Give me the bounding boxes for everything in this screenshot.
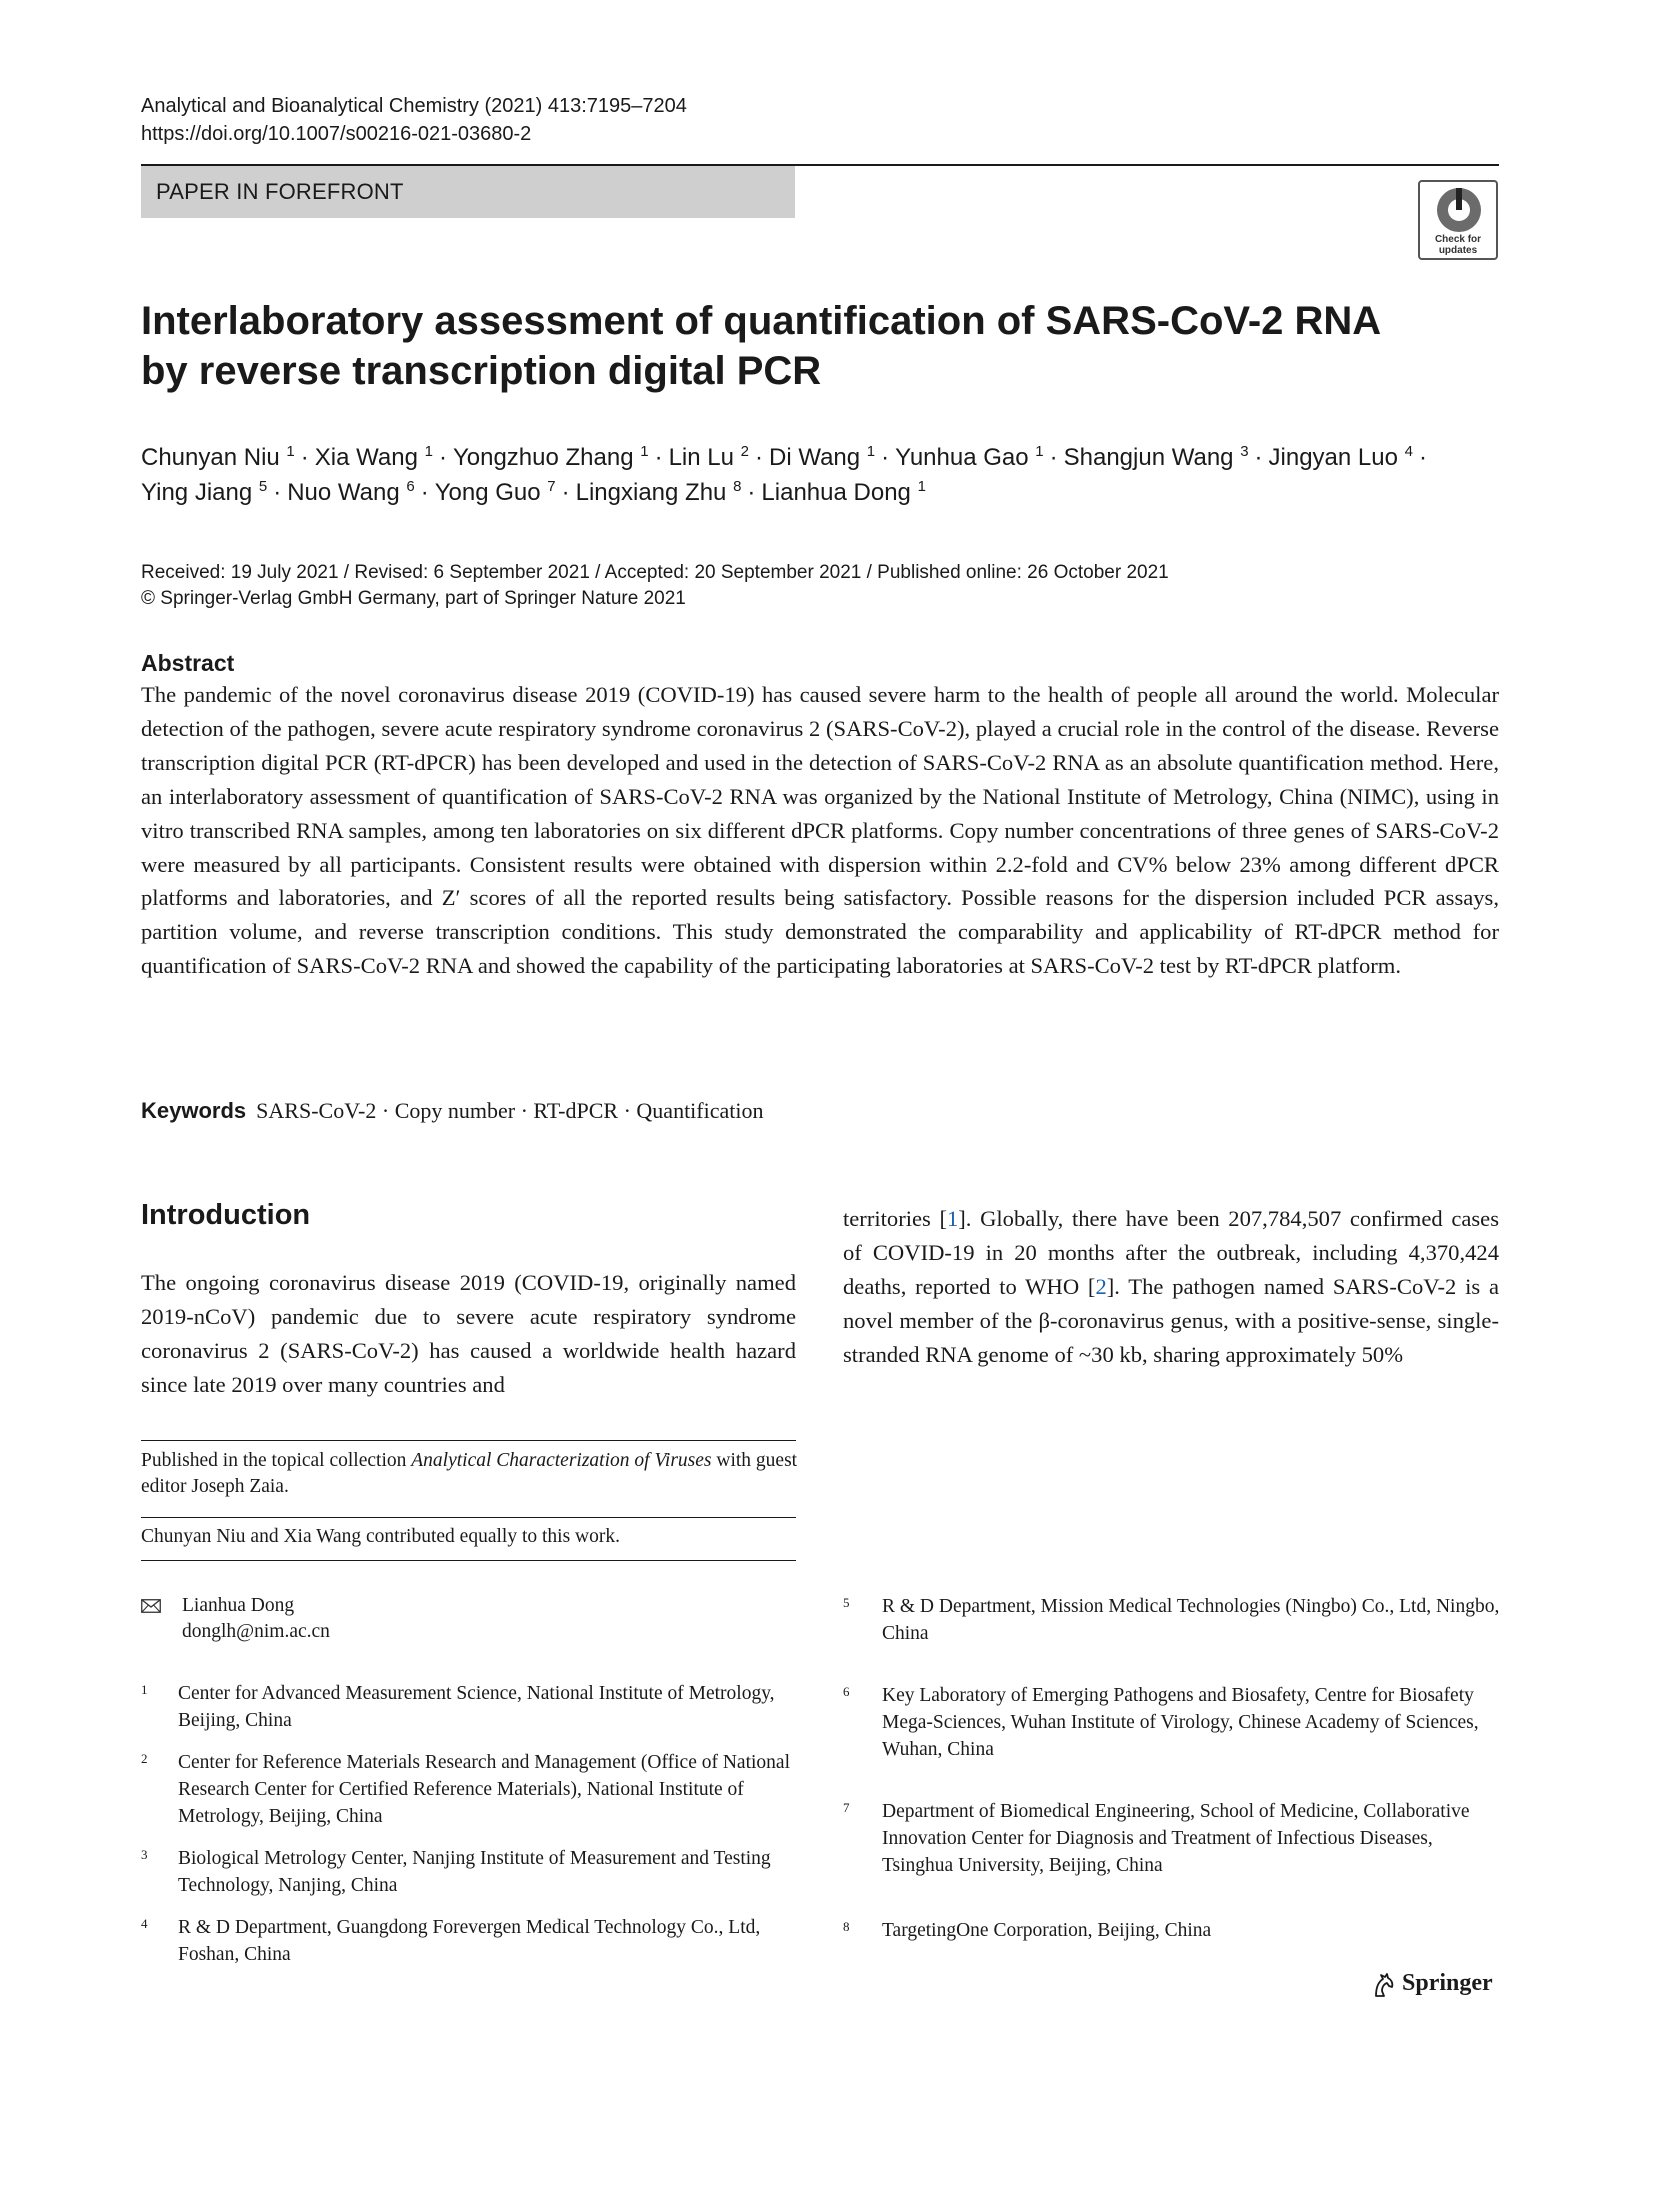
affiliation: 4 R & D Department, Guangdong Forevergen Medical Technology Co., Ltd, Foshan, China [141,1916,761,1965]
author[interactable]: Xia Wang $^1$ [314,443,433,471]
section-banner: PAPER IN FOREFRONT [141,166,795,218]
author[interactable]: Yongzhuo Zhang $^1$ [452,443,649,471]
affiliation: 7 Department of Biomedical Engineering, School of Medicine, Collaborative Innovation Center for Diagnosis and Treatment of Infectious Diseases, Tsinghua University, Beijing, China [843,1800,1470,1876]
journal-citation: Analytical and Bioanalytical Chemistry (2021) 413:7195–7204 [141,95,687,117]
author[interactable]: Ying Jiang $^5$ [141,478,268,506]
affiliation: 8 TargetingOne Corporation, Beijing, China [843,1919,1212,1941]
author[interactable]: Chunyan Niu $^1$ [141,443,295,471]
envelope-icon [141,1599,161,1613]
author[interactable]: Lingxiang Zhu $^8$ [575,478,742,506]
collection-name: Analytical Characterization of Viruses [411,1450,712,1471]
equal-contribution-note: Chunyan Niu and Xia Wang contributed equally to this work. [141,1526,620,1547]
title-line-1: Interlaboratory assessment of quantification of SARS-CoV-2 RNA [141,299,1382,343]
reference-link[interactable]: 1 [946,1206,959,1231]
copyright-line: © Springer-Verlag GmbH Germany, part of Springer Nature 2021 [141,588,686,609]
check-for-updates-button[interactable] [1418,180,1498,260]
author[interactable]: Lin Lu $^2$ [668,443,749,471]
journal-header [141,92,687,148]
author[interactable]: Nuo Wang $^6$ [287,478,415,506]
history-dates: Received: 19 July 2021 / Revised: 6 September 2021 / Accepted: 20 September 2021 / Published online: 26 October 2021 [141,562,1169,583]
affiliation: 2 Center for Reference Materials Research and Management (Office of National Research Center for Certified Reference Materials), National Institute of Metrology, Beijing, China [141,1751,790,1827]
publication-dates [141,560,1169,612]
introduction-heading: Introduction [141,1199,311,1231]
abstract-text: The pandemic of the novel coronavirus disease 2019 (COVID-19) has caused severe harm to the health of people all around the world. Molecular detection of the pathogen, severe acute respiratory syndrome coronavirus 2 (SARS-CoV-2), played a crucial role in the control of the disease. Reverse transcription digital PCR (RT-dPCR) has been developed and used in the detection of SARS-CoV-2 RNA as an absolute quantification method. Here, an interlaboratory assessment of quantification of SARS-CoV-2 RNA was organized by the National Institute of Metrology, China (NIMC), using in vitro transcribed RNA samples, among ten laboratories on six different dPCR platforms. Copy number concentrations of three genes of SARS-CoV-2 were measured by all participants. Consistent results were obtained with dispersion within 2.2-fold and CV% below 23% among different dPCR platforms and laboratories, and Z′ scores of all the reported results being satisfactory. Possible reasons for the dispersion included PCR assays, partition volume, and reverse transcription conditions. This study demonstrated the comparability and applicability of RT-dPCR method for quantification of SARS-CoV-2 RNA and showed the capability of the participating laboratories at SARS-CoV-2 test by RT-dPCR platform. [141,682,1499,979]
author[interactable]: Shangjun Wang $^3$ [1063,443,1249,471]
author[interactable]: Jingyan Luo $^4$ [1268,443,1413,471]
footnote-rule [141,1560,796,1561]
crossmark-icon [1437,188,1481,232]
author-list: Chunyan Niu $^1$ · Xia Wang $^1$ · Yongzhuo Zhang $^1$ · Lin Lu $^2$ · Di Wang $^1$ · Yunhua Gao $^1$ · Shangjun Wang $^3$ · Jingyan Luo $^4$ · Ying Jiang $^5$ · Nuo Wang $^6$ · Yong Guo $^7$ · Lingxiang Zhu $^8$ · Lianhua Dong $^1$ [141,443,1427,506]
collection-note: Published in the topical collection Analytical Characterization of Viruses with guest editor Joseph Zaia. [141,1450,798,1497]
footnote-rule [141,1440,796,1441]
affiliation: 1 Center for Advanced Measurement Science, National Institute of Metrology, Beijing, China [141,1682,775,1731]
author[interactable]: Yong Guo $^7$ [434,478,556,506]
doi-link[interactable]: https://doi.org/10.1007/s00216-021-03680-2 [141,123,532,145]
author[interactable]: Yunhua Gao $^1$ [895,443,1044,471]
keywords-label: Keywords [141,1098,247,1123]
corresponding-name: Lianhua Dong [182,1595,295,1616]
affiliation: 3 Biological Metrology Center, Nanjing Institute of Measurement and Testing Technology, Nanjing, China [141,1847,771,1896]
abstract-heading: Abstract [141,650,235,676]
publisher-name: Springer [1402,1970,1493,1996]
footnote-rule [141,1517,796,1518]
introduction-column-2: territories [1]. Globally, there have been 207,784,507 confirmed cases of COVID-19 in 20 months after the outbreak, including 4,370,424 deaths, reported to WHO [2]. The pathogen named SARS-CoV-2 is a novel member of the β-coronavirus genus, with a positive-sense, single-stranded RNA genome of ~30 kb, sharing approximately 50% [843,1206,1500,1367]
title-line-2: by reverse transcription digital PCR [141,349,822,393]
check-updates-label: Check for updates [1434,234,1482,256]
reference-link[interactable]: 2 [1095,1274,1107,1299]
corresponding-email[interactable]: donglh@nim.ac.cn [182,1621,330,1642]
author[interactable]: Di Wang $^1$ [768,443,876,471]
affiliation: 6 Key Laboratory of Emerging Pathogens and Biosafety, Centre for Biosafety Mega-Sciences, Wuhan Institute of Virology, Chinese Academy of Sciences, Wuhan, China [843,1684,1479,1760]
introduction-column-1: The ongoing coronavirus disease 2019 (COVID-19, originally named 2019-nCoV) pandemic due to severe acute respiratory syndrome coronavirus 2 (SARS-CoV-2) has caused a worldwide health hazard since late 2019 over many countries and [141,1270,796,1397]
keywords [141,1096,764,1126]
author[interactable]: Lianhua Dong $^1$ [761,478,926,506]
springer-horse-icon [1372,1972,1396,1998]
paper-title [141,296,1491,396]
affiliation: 5 R & D Department, Mission Medical Technologies (Ningbo) Co., Ltd, Ningbo, China [843,1595,1500,1644]
keywords-list: SARS-CoV-2 · Copy number · RT-dPCR · Quantification [256,1098,764,1123]
